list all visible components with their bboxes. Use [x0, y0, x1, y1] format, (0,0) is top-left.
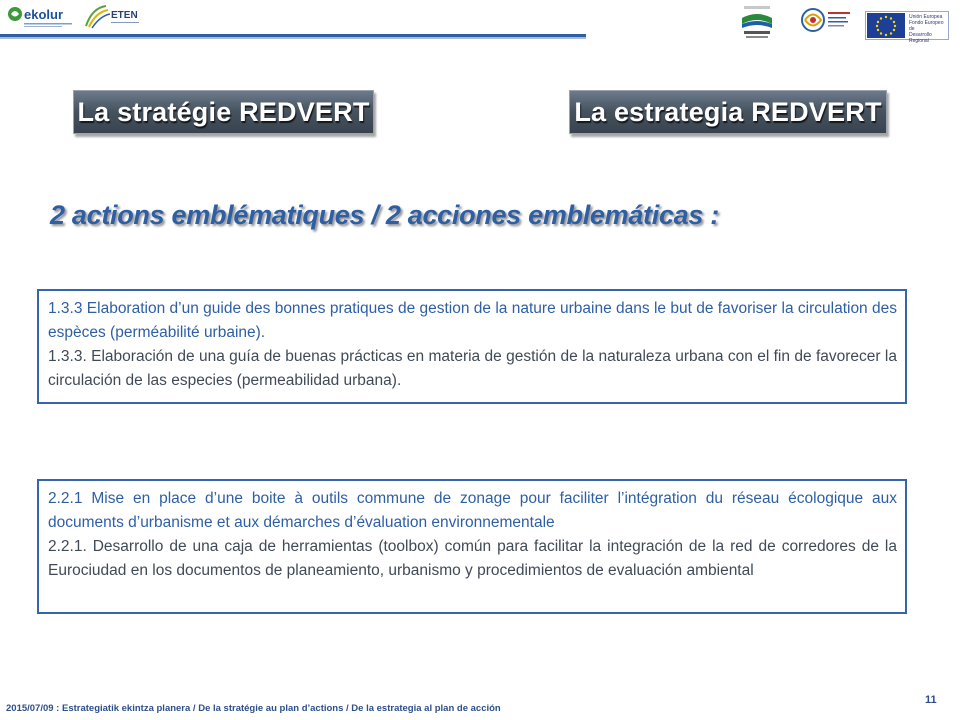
header-rule-shadow: [0, 37, 586, 39]
ekolur-logo-text: ekolur: [24, 7, 64, 22]
page-number: 11: [925, 694, 937, 706]
eten-logo-text: ETEN: [111, 10, 138, 21]
eu-flag-logo: [865, 11, 949, 44]
eu-text: [909, 14, 948, 44]
action-1-fr: 1.3.3 Elaboration d’un guide des bonnes pratiques de gestion de la nature urbaine dans le but de favoriser la circulation des espèces (perméabilité urbaine).: [48, 300, 897, 341]
title-fr: La stratégie REDVERT: [73, 90, 374, 134]
action-1-es: 1.3.3. Elaboración de una guía de buenas prácticas en materia de gestión de la naturaleza urbana con el fin de favorecer la circulación de las especies (permeabilidad urbana).: [48, 348, 897, 389]
footer-text: 2015/07/09 : Estrategiatik ekintza planera / De la stratégie au plan d’actions / De la estrategia al plan de acción: [6, 703, 501, 714]
eu-text-line: Unión Europea: [909, 14, 943, 20]
eten-logo: [82, 2, 144, 30]
agency-logo: [738, 6, 776, 42]
eu-text-line: Desarrollo Regional: [909, 32, 932, 44]
title-es: La estrategia REDVERT: [569, 90, 887, 134]
ekolur-logo: [6, 4, 76, 30]
section-heading: 2 actions emblématiques / 2 acciones emblemáticas :: [50, 200, 719, 230]
action-box-1: [37, 289, 907, 404]
eu-stars-icon: [867, 13, 905, 38]
eurocity-logo: [798, 6, 852, 36]
action-2-es: 2.2.1. Desarrollo de una caja de herramientas (toolbox) común para facilitar la integración de la red de corredores de la Eurociudad en los documentos de planeamiento, urbanismo y procedimientos de evaluación ambiental: [48, 538, 897, 579]
action-2-fr: 2.2.1 Mise en place d’une boite à outils commune de zonage pour faciliter l’intégration du réseau écologique aux documents d’urbanisme et aux démarches d’évaluation environnementale: [48, 490, 897, 531]
eu-text-line: Fondo Europeo de: [909, 20, 944, 32]
action-box-2: [37, 479, 907, 614]
